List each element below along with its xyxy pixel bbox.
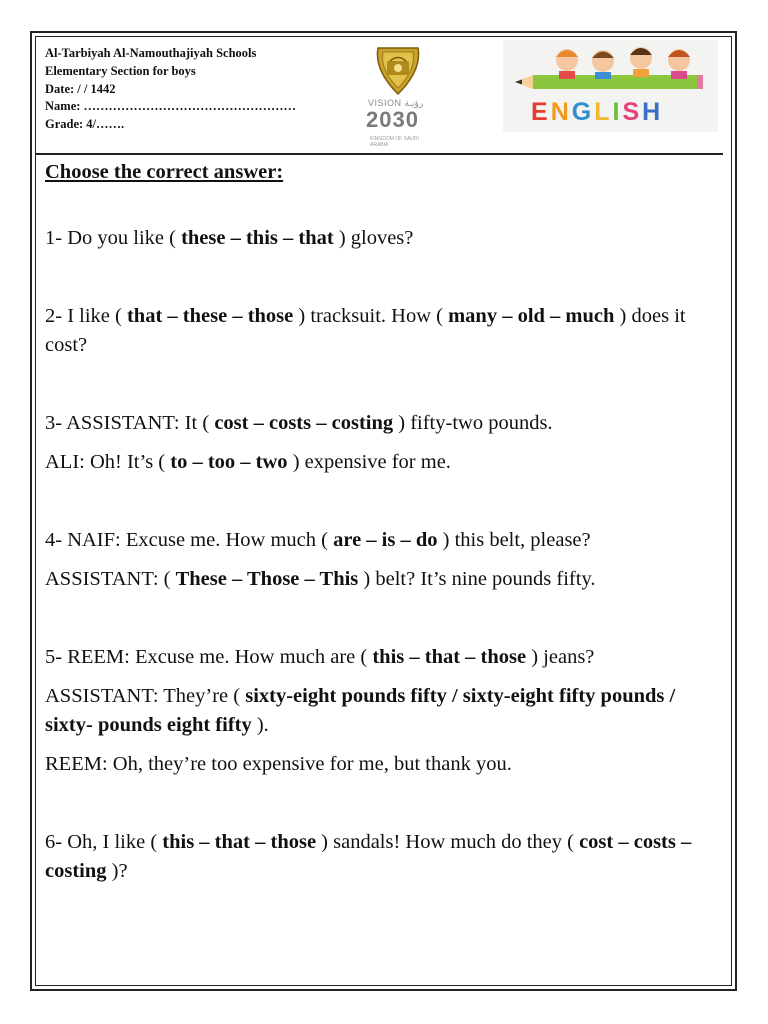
school-header [45,45,365,134]
english-letter: L [594,98,613,126]
english-letter: H [642,98,664,126]
question-5-options-a[interactable]: this – that – those [372,646,527,668]
question-2-options-a[interactable]: that – these – those [126,305,294,327]
english-letter: E [531,98,551,126]
question-3-text: 3- ASSISTANT: It ( [45,412,215,434]
question-6-text: 6- Oh, I like ( [45,831,163,853]
question-4-line-2-text: ASSISTANT: ( [45,568,176,590]
instructions-heading: Choose the correct answer: [45,161,284,183]
question-5-text: 5- REEM: Excuse me. How much are ( [45,646,373,668]
question-2-options-b[interactable]: many – old – much [448,305,615,327]
school-name: Al-Tarbiyah Al-Namouthajiyah Schools [45,46,257,60]
question-3-text-end: ) fifty-two pounds. [393,412,553,434]
question-6-options-a[interactable]: this – that – those [162,831,317,853]
question-1-text: 1- Do you like ( [45,227,182,249]
question-2-text-mid: ) tracksuit. How ( [293,305,449,327]
question-4-text: 4- NAIF: Excuse me. How much ( [45,529,334,551]
school-crest-icon [370,44,426,96]
vision-label: VISION رؤيـة [368,98,424,108]
english-letter: S [622,98,643,126]
question-6 [45,828,715,886]
question-4-line-2 [45,565,715,594]
question-4-text-end: ) this belt, please? [437,529,591,551]
question-5-text-end: ) jeans? [526,646,595,668]
question-6-text-end: )? [106,860,128,882]
english-letter: G [571,98,595,126]
vision-tagline: KINGDOM OF SAUDI ARABIA [370,136,419,148]
header-divider [35,153,723,155]
question-5-line-1 [45,643,715,672]
grade-field: Grade: 4/……. [45,117,125,132]
question-4-options-a[interactable]: are – is – do [333,529,438,551]
english-letter: N [550,98,572,126]
worksheet-body [45,158,715,886]
question-5-options-b[interactable]: sixty-eight pounds fifty / sixty-eight fifty pounds / sixty- pounds eight fifty [45,685,676,736]
name-field: Name: …………………………………………… [45,99,297,114]
english-word [531,98,663,127]
vision-year: 2030 [366,107,419,132]
vision-2030-logo [362,98,438,148]
question-5-line-2 [45,682,715,740]
children-pencil-icon [503,40,718,98]
question-1-text-end: ) gloves? [333,227,414,249]
question-5-line-3: REEM: Oh, they’re too expensive for me, but thank you. [45,753,512,775]
question-6-options-b[interactable]: cost – costs – costing [45,831,692,882]
question-2-text-end: ) does it cost? [45,305,686,356]
question-4-line-1 [45,526,715,555]
english-subject-logo [503,40,718,132]
question-4-line-2-end: ) belt? It’s nine pounds fifty. [358,568,596,590]
section-name: Elementary Section for boys [45,63,196,78]
question-2-text: 2- I like ( [45,305,127,327]
question-4-options-b[interactable]: These – Those – This [175,568,359,590]
question-3-options-a[interactable]: cost – costs – costing [214,412,394,434]
question-6-text-mid: ) sandals! How much do they ( [316,831,580,853]
question-3-line-2-end: ) expensive for me. [287,451,451,473]
question-2 [45,302,715,360]
question-5-line-2-text: ASSISTANT: They’re ( [45,685,246,707]
question-3-line-1 [45,409,715,438]
question-3-line-2 [45,448,715,477]
english-letter: I [612,98,623,126]
date-field: Date: / / 1442 [45,81,116,96]
question-3-line-2-text: ALI: Oh! It’s ( [45,451,171,473]
question-1-options[interactable]: these – this – that [181,227,334,249]
question-5-line-2-end: ). [251,714,269,736]
question-3-options-b[interactable]: to – too – two [170,451,288,473]
question-1 [45,224,715,253]
